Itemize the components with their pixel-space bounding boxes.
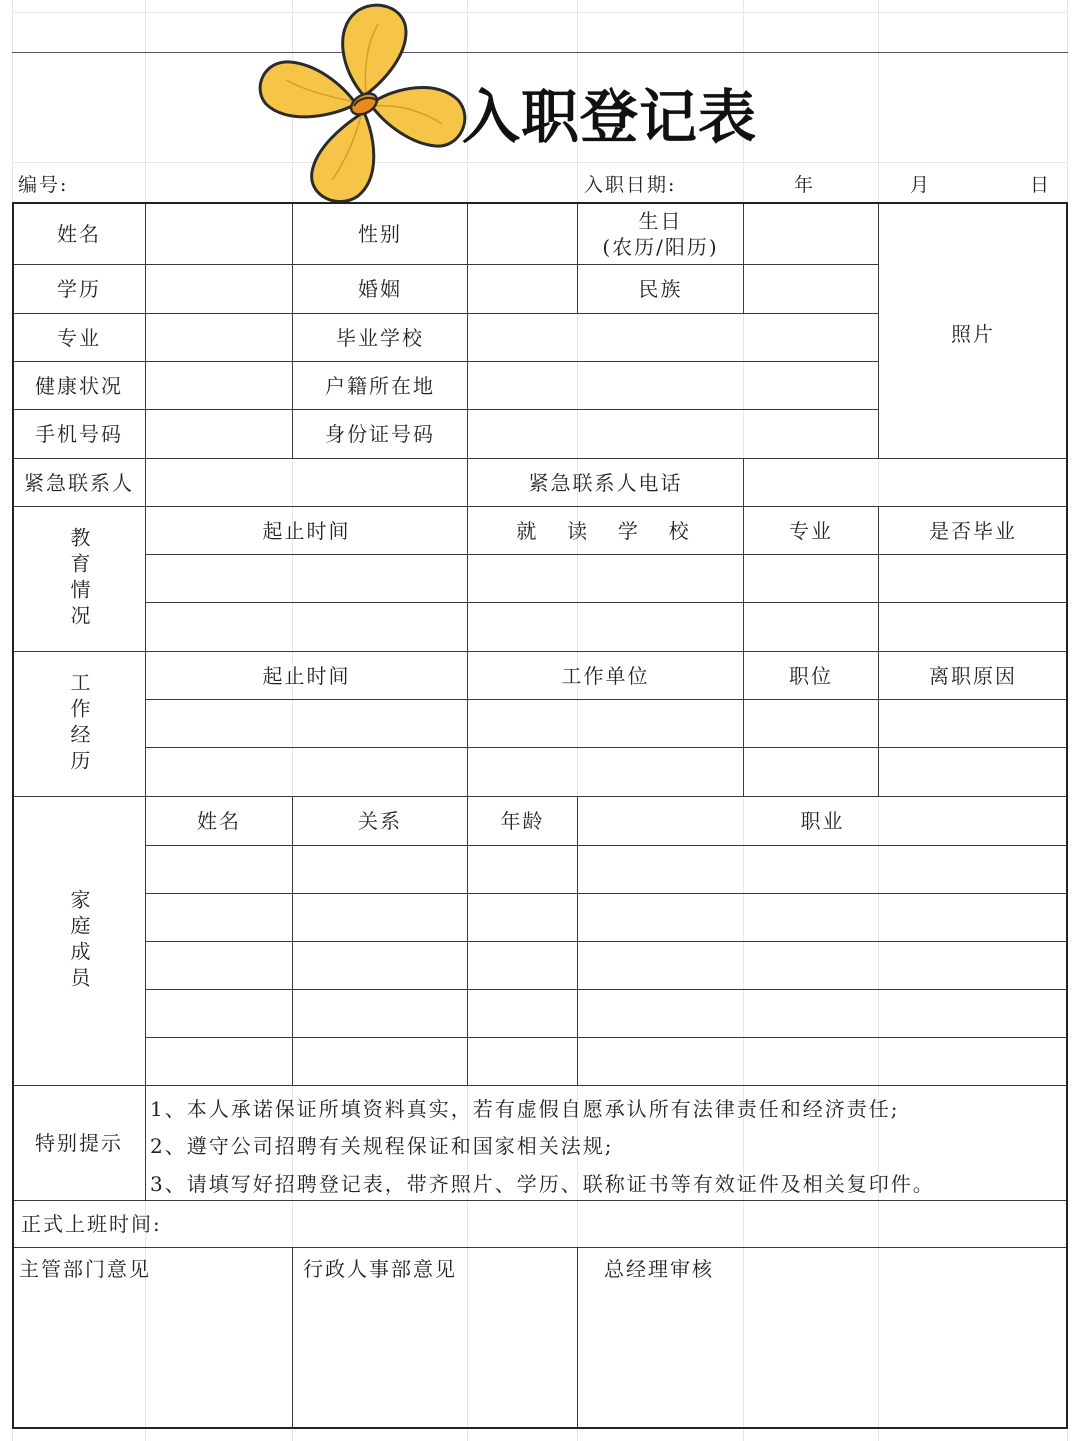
edu-row-1-period[interactable] (145, 554, 468, 603)
family-row-2-age[interactable] (467, 893, 578, 942)
family-row-2-name[interactable] (145, 893, 293, 942)
edu-row-1-school[interactable] (467, 554, 744, 603)
work-header-period: 起止时间 (145, 651, 468, 700)
family-row-4-relation[interactable] (292, 989, 468, 1038)
notes-label: 特别提示 (12, 1085, 146, 1201)
family-row-3-name[interactable] (145, 941, 293, 990)
gender-field[interactable] (467, 202, 578, 265)
edu-header-major: 专业 (743, 506, 879, 555)
family-row-2-occupation[interactable] (577, 893, 1068, 942)
gm-review-label: 总经理审核 (604, 1257, 714, 1281)
edu-header-graduated: 是否毕业 (878, 506, 1068, 555)
work-section-text: 工作经历 (67, 672, 91, 776)
hr-opinion-label: 行政人事部意见 (303, 1257, 457, 1281)
family-row-3-age[interactable] (467, 941, 578, 990)
family-row-1-occupation[interactable] (577, 845, 1068, 894)
work-header-position: 职位 (743, 651, 879, 700)
work-header-employer: 工作单位 (467, 651, 744, 700)
gm-review-box[interactable] (577, 1247, 1068, 1429)
number-label: 编号: (18, 174, 69, 196)
family-row-4-age[interactable] (467, 989, 578, 1038)
emergency-contact-field[interactable] (145, 458, 468, 507)
work-row-2-period[interactable] (145, 747, 468, 797)
work-header-reason: 离职原因 (878, 651, 1068, 700)
form-title: 入职登记表 (462, 83, 758, 151)
photo-label: 照片 (951, 322, 995, 346)
start-time-label: 正式上班时间: (21, 1212, 162, 1236)
birthday-label (577, 202, 744, 265)
family-row-5-relation[interactable] (292, 1037, 468, 1086)
school-field[interactable] (467, 313, 879, 362)
work-row-1-reason[interactable] (878, 699, 1068, 748)
family-header-relation: 关系 (292, 796, 468, 846)
edu-row-1-major[interactable] (743, 554, 879, 603)
day-label: 日 (1030, 174, 1052, 196)
edu-header-school: 就 读 学 校 (467, 506, 744, 555)
id-number-label: 身份证号码 (292, 409, 468, 459)
family-row-5-name[interactable] (145, 1037, 293, 1086)
gender-label: 性别 (292, 202, 468, 265)
school-label: 毕业学校 (292, 313, 468, 362)
name-field[interactable] (145, 202, 293, 265)
month-label: 月 (910, 174, 932, 196)
family-section-label (12, 796, 146, 1086)
work-row-1-period[interactable] (145, 699, 468, 748)
emergency-phone-label: 紧急联系人电话 (467, 458, 744, 507)
ethnicity-label: 民族 (577, 264, 744, 314)
name-label: 姓名 (12, 202, 146, 265)
health-field[interactable] (145, 361, 293, 410)
work-row-2-position[interactable] (743, 747, 879, 797)
gridline (12, 162, 1068, 163)
note-item-1: 1、本人承诺保证所填资料真实，若有虚假自愿承认所有法律责任和经济责任; (150, 1096, 900, 1121)
major-field[interactable] (145, 313, 293, 362)
birthday-text: 生日 (638, 208, 683, 233)
education-section-text: 教育情况 (67, 527, 91, 631)
marriage-label: 婚姻 (292, 264, 468, 314)
work-row-2-reason[interactable] (878, 747, 1068, 797)
phone-field[interactable] (145, 409, 293, 459)
edu-row-1-graduated[interactable] (878, 554, 1068, 603)
family-row-1-relation[interactable] (292, 845, 468, 894)
note-item-3: 3、请填写好招聘登记表，带齐照片、学历、联称证书等有效证件及相关复印件。 (150, 1171, 935, 1196)
work-section-label (12, 651, 146, 797)
photo-box[interactable] (878, 202, 1068, 459)
education-label: 学历 (12, 264, 146, 314)
emergency-phone-field[interactable] (743, 458, 1068, 507)
hr-opinion-box[interactable] (292, 1247, 578, 1429)
edu-row-2-graduated[interactable] (878, 602, 1068, 652)
edu-row-2-period[interactable] (145, 602, 468, 652)
major-label: 专业 (12, 313, 146, 362)
family-row-2-relation[interactable] (292, 893, 468, 942)
work-row-1-position[interactable] (743, 699, 879, 748)
note-item-2: 2、遵守公司招聘有关规程保证和国家相关法规; (150, 1133, 614, 1158)
birthday-field[interactable] (743, 202, 879, 265)
family-row-4-name[interactable] (145, 989, 293, 1038)
family-row-1-age[interactable] (467, 845, 578, 894)
marriage-field[interactable] (467, 264, 578, 314)
health-label: 健康状况 (12, 361, 146, 410)
year-label: 年 (794, 174, 816, 196)
education-field[interactable] (145, 264, 293, 314)
dept-opinion-label: 主管部门意见 (19, 1257, 151, 1281)
education-section-label (12, 506, 146, 652)
family-row-3-occupation[interactable] (577, 941, 1068, 990)
family-header-name: 姓名 (145, 796, 293, 846)
household-field[interactable] (467, 361, 879, 410)
dept-opinion-box[interactable] (12, 1247, 293, 1429)
edu-row-2-major[interactable] (743, 602, 879, 652)
gridline (12, 52, 1068, 53)
flower-decoration-icon (246, 0, 476, 215)
birthday-note: (农历/阳历) (602, 234, 719, 259)
family-row-4-occupation[interactable] (577, 989, 1068, 1038)
family-row-1-name[interactable] (145, 845, 293, 894)
household-label: 户籍所在地 (292, 361, 468, 410)
family-row-5-age[interactable] (467, 1037, 578, 1086)
id-number-field[interactable] (467, 409, 879, 459)
work-row-2-employer[interactable] (467, 747, 744, 797)
edu-row-2-school[interactable] (467, 602, 744, 652)
family-row-3-relation[interactable] (292, 941, 468, 990)
family-section-text: 家庭成员 (67, 889, 91, 993)
family-header-occupation: 职业 (577, 796, 1068, 846)
phone-label: 手机号码 (12, 409, 146, 459)
family-row-5-occupation[interactable] (577, 1037, 1068, 1086)
family-header-age: 年龄 (467, 796, 578, 846)
work-row-1-employer[interactable] (467, 699, 744, 748)
ethnicity-field[interactable] (743, 264, 879, 314)
emergency-contact-label: 紧急联系人 (12, 458, 146, 507)
gridline (12, 12, 1068, 13)
start-time-row[interactable] (12, 1200, 1068, 1248)
edu-header-period: 起止时间 (145, 506, 468, 555)
entry-date-label: 入职日期: (584, 174, 677, 196)
